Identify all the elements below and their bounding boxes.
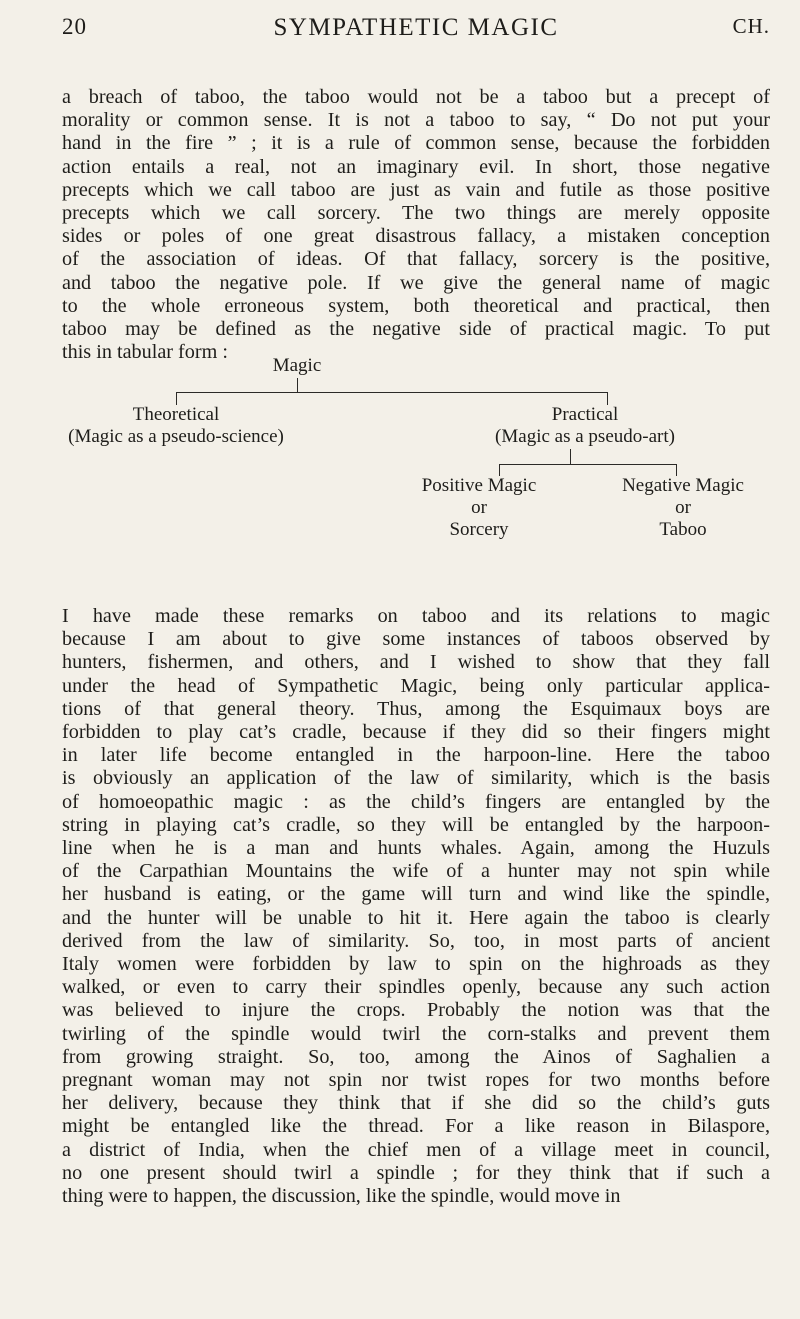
text-line: morality or common sense. It is not a taboo to say, “ Do not put your xyxy=(62,109,770,132)
text-line: I have made these remarks on taboo and its relations to magic xyxy=(62,605,770,627)
tree-branch-practical xyxy=(499,464,677,465)
text-line: from growing straight. So, too, among the Ainos of Saghalien a xyxy=(62,1045,770,1068)
text-line: precepts which we call sorcery. The two things are merely opposite xyxy=(62,202,770,225)
text-line: tions of that general theory. Thus, among the Esquimaux boys are xyxy=(62,697,770,720)
text-line: this in tabular form : xyxy=(62,341,228,364)
table-taboo: Taboo xyxy=(659,519,707,540)
table-negative-magic: Negative Magic xyxy=(622,475,744,496)
text-line: thing were to happen, the discussion, like the spindle, would move in xyxy=(62,1185,621,1208)
text-line: because I am about to give some instances of taboos observed by xyxy=(62,628,770,651)
magic-classification-table xyxy=(62,355,770,595)
paragraph-2 xyxy=(62,605,770,1208)
text-line: line when he is a man and hunts whales. Again, among the Huzuls xyxy=(62,837,770,860)
table-theoretical-sub: (Magic as a pseudo-science) xyxy=(68,426,284,447)
tree-stem-root xyxy=(297,378,298,392)
text-line: taboo may be defined as the negative side of practical magic. To put xyxy=(62,318,770,341)
page-number: 20 xyxy=(62,14,87,39)
text-line: forbidden to play cat’s cradle, because if they did so their fingers might xyxy=(62,721,770,744)
text-line: derived from the law of similarity. So, too, in most parts of ancient xyxy=(62,929,770,952)
table-negative-or: or xyxy=(675,497,691,518)
text-line: no one present should twirl a spindle ; for they think that if such a xyxy=(62,1161,770,1184)
text-line: and the hunter will be unable to hit it. Here again the taboo is clearly xyxy=(62,906,770,929)
text-line: to the whole erroneous system, both theoretical and practical, then xyxy=(62,294,770,317)
table-sorcery: Sorcery xyxy=(449,519,509,540)
paragraph-1 xyxy=(62,86,770,364)
text-line: hunters, fishermen, and others, and I wished to show that they fall xyxy=(62,651,770,674)
text-line: string in playing cat’s cradle, so they will be entangled by the harpoon- xyxy=(62,813,770,836)
text-line: under the head of Sympathetic Magic, being only particular applica- xyxy=(62,674,770,697)
text-line: hand in the fire ” ; it is a rule of common sense, because the forbidden xyxy=(62,132,770,155)
text-line: Italy women were forbidden by law to spin on the highroads as they xyxy=(62,953,770,976)
text-line: was believed to injure the crops. Probably the notion was that the xyxy=(62,999,770,1022)
text-line: and taboo the negative pole. If we give the general name of magic xyxy=(62,271,770,294)
text-line: of the association of ideas. Of that fallacy, sorcery is the positive, xyxy=(62,248,770,271)
chapter-marker: CH. xyxy=(732,14,770,38)
text-line: sides or poles of one great disastrous fallacy, a mistaken conception xyxy=(62,225,770,248)
text-line: a breach of taboo, the taboo would not be a taboo but a precept of xyxy=(62,86,770,108)
text-line: of the Carpathian Mountains the wife of a hunter may not spin while xyxy=(62,860,770,883)
tree-branch-top xyxy=(176,392,608,393)
text-line: her delivery, because they think that if she did so the child’s guts xyxy=(62,1092,770,1115)
text-line: in later life become entangled in the harpoon-line. Here the taboo xyxy=(62,744,770,767)
text-line: of homoeopathic magic : as the child’s fingers are entangled by the xyxy=(62,790,770,813)
text-line: action entails a real, not an imaginary evil. In short, those negative xyxy=(62,155,770,178)
text-line: is obviously an application of the law of similarity, which is the basis xyxy=(62,767,770,790)
running-header xyxy=(62,14,770,52)
table-root-magic: Magic xyxy=(272,355,322,376)
tree-stem-practical xyxy=(570,449,571,464)
text-line: twirling of the spindle would twirl the corn-stalks and prevent them xyxy=(62,1022,770,1045)
table-practical: Practical xyxy=(551,404,619,425)
text-line: a district of India, when the chief men of a village meet in council, xyxy=(62,1138,770,1161)
running-title: SYMPATHETIC MAGIC xyxy=(273,14,559,41)
text-line: pregnant woman may not spin nor twist ropes for two months before xyxy=(62,1069,770,1092)
table-positive-or: or xyxy=(471,497,487,518)
text-line: walked, or even to carry their spindles openly, because any such action xyxy=(62,976,770,999)
table-practical-sub: (Magic as a pseudo-art) xyxy=(495,426,675,447)
table-theoretical: Theoretical xyxy=(132,404,220,425)
text-line: her husband is eating, or the game will turn and wind like the spindle, xyxy=(62,883,770,906)
text-line: might be entangled like the thread. For a like reason in Bilaspore, xyxy=(62,1115,770,1138)
table-positive-magic: Positive Magic xyxy=(421,475,537,496)
text-line: precepts which we call taboo are just as vain and futile as those positive xyxy=(62,178,770,201)
